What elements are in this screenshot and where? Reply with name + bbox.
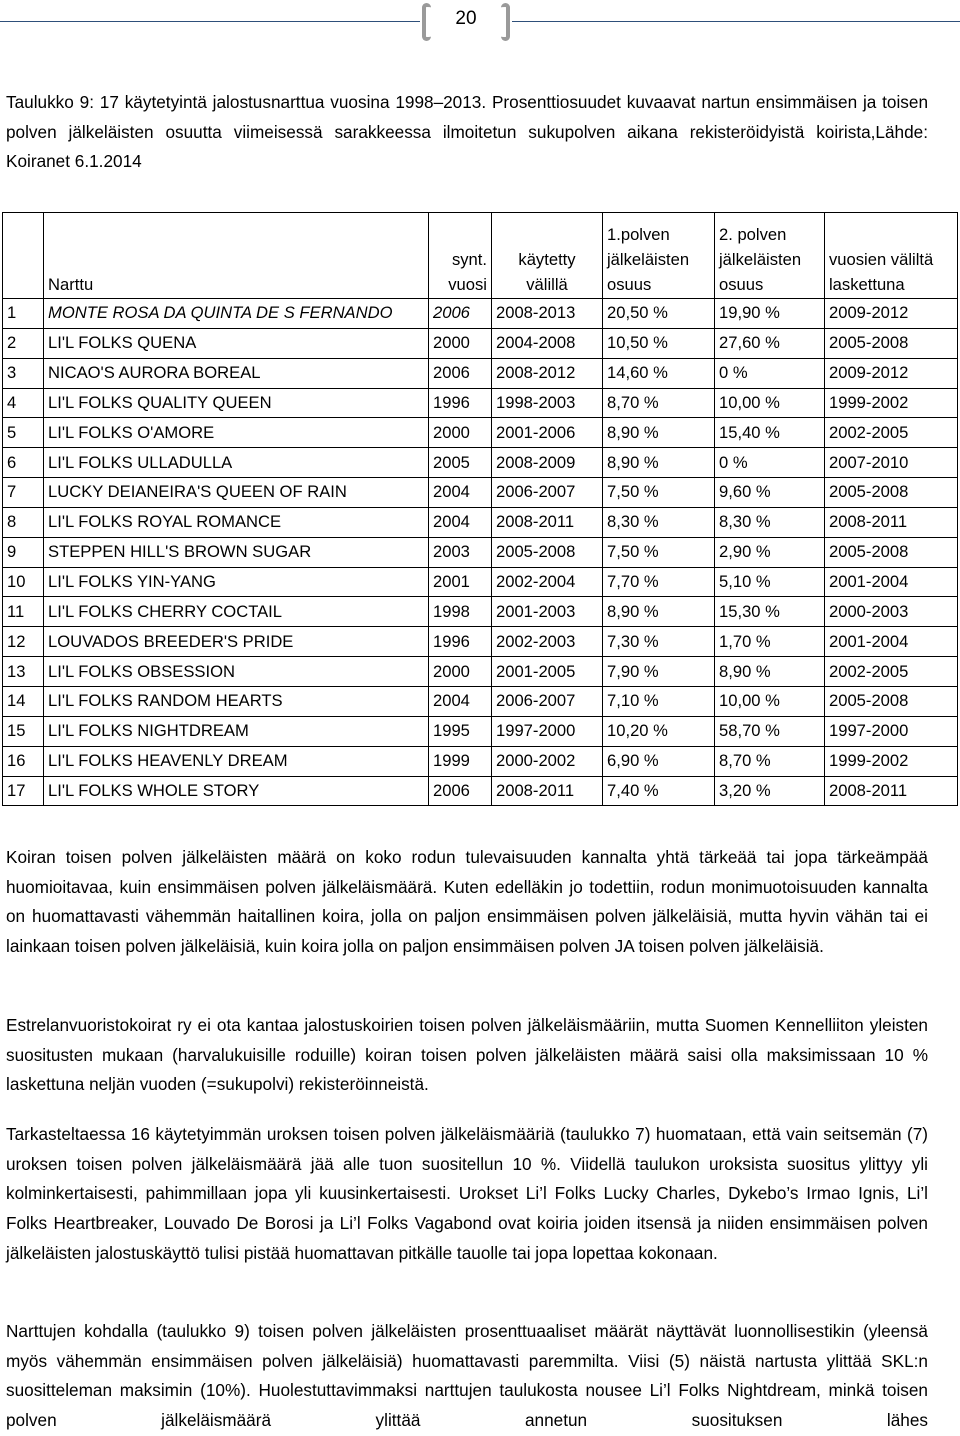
header-rule-right (512, 21, 960, 22)
cell-year: 2004 (429, 686, 492, 716)
cell-p1: 20,50 % (603, 299, 715, 329)
cell-used: 2001-2003 (492, 597, 603, 627)
cell-p2: 8,90 % (715, 657, 825, 687)
cell-year: 2000 (429, 657, 492, 687)
header-rank (3, 213, 44, 299)
cell-rank: 15 (3, 716, 44, 746)
cell-p1: 7,10 % (603, 686, 715, 716)
cell-rank: 4 (3, 388, 44, 418)
cell-range: 2000-2003 (825, 597, 958, 627)
cell-year: 2004 (429, 507, 492, 537)
cell-year: 2006 (429, 776, 492, 806)
cell-year: 2001 (429, 567, 492, 597)
table-row (3, 537, 958, 567)
cell-year: 1998 (429, 597, 492, 627)
header-narttu: Narttu (44, 213, 429, 299)
cell-p2: 19,90 % (715, 299, 825, 329)
cell-p1: 7,30 % (603, 627, 715, 657)
cell-range: 2007-2010 (825, 448, 958, 478)
cell-p1: 10,50 % (603, 328, 715, 358)
cell-p1: 7,50 % (603, 537, 715, 567)
header-polven2: 2. polven jälkeläisten osuus (715, 213, 825, 299)
breeding-females-table (2, 212, 958, 806)
cell-name: LI'L FOLKS QUALITY QUEEN (44, 388, 429, 418)
cell-rank: 5 (3, 418, 44, 448)
table-row (3, 478, 958, 508)
cell-rank: 16 (3, 746, 44, 776)
cell-year: 2006 (429, 358, 492, 388)
cell-p1: 10,20 % (603, 716, 715, 746)
cell-range: 2009-2012 (825, 299, 958, 329)
cell-p1: 7,50 % (603, 478, 715, 508)
cell-name: LI'L FOLKS OBSESSION (44, 657, 429, 687)
cell-range: 2005-2008 (825, 537, 958, 567)
cell-year: 2000 (429, 328, 492, 358)
cell-rank: 8 (3, 507, 44, 537)
cell-p2: 10,00 % (715, 686, 825, 716)
cell-used: 1998-2003 (492, 388, 603, 418)
cell-p1: 8,70 % (603, 388, 715, 418)
cell-name: LI'L FOLKS RANDOM HEARTS (44, 686, 429, 716)
table-row (3, 507, 958, 537)
cell-used: 2001-2006 (492, 418, 603, 448)
cell-used: 2004-2008 (492, 328, 603, 358)
cell-name: LI'L FOLKS ROYAL ROMANCE (44, 507, 429, 537)
cell-year: 2006 (429, 299, 492, 329)
cell-rank: 7 (3, 478, 44, 508)
cell-rank: 1 (3, 299, 44, 329)
table-row (3, 657, 958, 687)
cell-p2: 1,70 % (715, 627, 825, 657)
cell-used: 2008-2013 (492, 299, 603, 329)
cell-year: 2005 (429, 448, 492, 478)
cell-used: 2001-2005 (492, 657, 603, 687)
cell-name: NICAO'S AURORA BOREAL (44, 358, 429, 388)
cell-rank: 9 (3, 537, 44, 567)
cell-range: 1997-2000 (825, 716, 958, 746)
table-row (3, 448, 958, 478)
paragraph-4: Narttujen kohdalla (taulukko 9) toisen polven jälkeläisten prosenttuaaliset määrät näyttävät luonnollisestikin (yleensä myös vähemmän ensimmäisen polven jälkeläisiä) huomattavasti paremmilta. Viisi (5) näistä nartusta ylittää SKL:n suositteleman maksimin (10%). Huolestuttavimmaksi narttujen taulukosta nousee Li’l Folks Nightdream, minkä toisen polven jälkeläismäärä ylittää annetun suosituksen lähes (6, 1321, 928, 1431)
table-row (3, 328, 958, 358)
cell-name: LI'L FOLKS ULLADULLA (44, 448, 429, 478)
cell-rank: 12 (3, 627, 44, 657)
table-caption: Taulukko 9: 17 käytetyintä jalostusnarttua vuosina 1998–2013. Prosenttiosuudet kuvaavat nartun ensimmäisen ja toisen polven jälkeläisten osuutta viimeisessä sarakkeessa ilmoitetun sukupolven aikana rekisteröidyistä koirista,Lähde: Koiranet 6.1.2014 (6, 92, 928, 172)
cell-rank: 14 (3, 686, 44, 716)
cell-rank: 10 (3, 567, 44, 597)
cell-used: 2006-2007 (492, 686, 603, 716)
paragraph-1: Koiran toisen polven jälkeläisten määrä on koko rodun tulevaisuuden kannalta yhtä tärkeää tai jopa tärkeämpää huomioitavaa, kuin ensimmäisen polven jälkeläismäärä. Kuten edelläkin jo todettiin, rodun monimuotoisuuden kannalta on huomattavasti vähemmän haitallinen koira, jolla on paljon ensimmäisen polven jälkeläisiä, mutta hyvin vähän tai ei lainkaan toisen polven jälkeläisiä, kuin koira jolla on paljon ensimmäisen polven JA toisen polven jälkeläisiä. (6, 847, 928, 957)
cell-name: STEPPEN HILL'S BROWN SUGAR (44, 537, 429, 567)
cell-range: 2005-2008 (825, 328, 958, 358)
table-row (3, 299, 958, 329)
header-kaytetty: käytetty välillä (492, 213, 603, 299)
cell-range: 2008-2011 (825, 507, 958, 537)
table-row (3, 686, 958, 716)
paragraph-2: Estrelanvuoristokoirat ry ei ota kantaa jalostuskoirien toisen polven jälkeläismääriin, mutta Suomen Kennelliiton yleisten suositusten mukaan (harvalukuisille roduille) koiran toisen polven jälkeläisten määrä saisi olla maksimissaan 10 % laskettuna neljän vuoden (=sukupolvi) rekisteröinneistä. (6, 1015, 928, 1095)
table-row (3, 358, 958, 388)
cell-p1: 8,90 % (603, 448, 715, 478)
cell-p1: 7,90 % (603, 657, 715, 687)
cell-year: 1999 (429, 746, 492, 776)
table-row (3, 388, 958, 418)
cell-range: 1999-2002 (825, 746, 958, 776)
cell-p2: 0 % (715, 358, 825, 388)
table-row (3, 627, 958, 657)
cell-p2: 8,70 % (715, 746, 825, 776)
cell-p1: 8,90 % (603, 597, 715, 627)
cell-p1: 14,60 % (603, 358, 715, 388)
cell-name: LI'L FOLKS CHERRY COCTAIL (44, 597, 429, 627)
cell-rank: 17 (3, 776, 44, 806)
cell-p2: 0 % (715, 448, 825, 478)
table-row (3, 418, 958, 448)
cell-used: 2002-2004 (492, 567, 603, 597)
cell-range: 2009-2012 (825, 358, 958, 388)
cell-name: LUCKY DEIANEIRA'S QUEEN OF RAIN (44, 478, 429, 508)
cell-p1: 7,40 % (603, 776, 715, 806)
cell-range: 2005-2008 (825, 686, 958, 716)
cell-p2: 10,00 % (715, 388, 825, 418)
cell-range: 2001-2004 (825, 567, 958, 597)
table-row (3, 716, 958, 746)
cell-p1: 8,90 % (603, 418, 715, 448)
cell-range: 2008-2011 (825, 776, 958, 806)
header-polven1: 1.polven jälkeläisten osuus (603, 213, 715, 299)
cell-rank: 2 (3, 328, 44, 358)
cell-name: LI'L FOLKS O'AMORE (44, 418, 429, 448)
cell-used: 1997-2000 (492, 716, 603, 746)
cell-name: LI'L FOLKS WHOLE STORY (44, 776, 429, 806)
cell-used: 2008-2009 (492, 448, 603, 478)
cell-used: 2002-2003 (492, 627, 603, 657)
cell-rank: 11 (3, 597, 44, 627)
cell-p2: 15,30 % (715, 597, 825, 627)
cell-year: 2000 (429, 418, 492, 448)
cell-used: 2008-2012 (492, 358, 603, 388)
cell-rank: 6 (3, 448, 44, 478)
paragraph-3: Tarkasteltaessa 16 käytetyimmän uroksen toisen polven jälkeläismääriä (taulukko 7) huomataan, että vain seitsemän (7) uroksen toisen polven jälkeläismäärä jää alle tuon suositellun 10 %. Viidellä taulukon uroksista suositus ylittyy yli kolminkertaisesti, pahimmillaan jopa yli kuusinkertaisesti. Urokset Li’l Folks Lucky Charles, Dykebo’s Irmao Ignis, Li’l Folks Heartbreaker, Louvado De Borosi ja Li’l Folks Vagabond ovat koiria joiden itsensä ja niiden ensimmäisen polven jälkeläisten jalostuskäyttö tulisi pistää huomattavan pitkälle tauolle tai jopa lopettaa kokonaan. (6, 1124, 928, 1263)
right-brace-icon (501, 3, 510, 41)
cell-p1: 8,30 % (603, 507, 715, 537)
cell-year: 2004 (429, 478, 492, 508)
cell-name: LI'L FOLKS HEAVENLY DREAM (44, 746, 429, 776)
cell-p2: 58,70 % (715, 716, 825, 746)
table-row (3, 597, 958, 627)
cell-rank: 3 (3, 358, 44, 388)
cell-range: 2001-2004 (825, 627, 958, 657)
page-number: 20 (455, 8, 477, 29)
cell-p2: 15,40 % (715, 418, 825, 448)
cell-p1: 6,90 % (603, 746, 715, 776)
header-synt: synt. vuosi (429, 213, 492, 299)
cell-p2: 2,90 % (715, 537, 825, 567)
cell-used: 2008-2011 (492, 507, 603, 537)
cell-p2: 5,10 % (715, 567, 825, 597)
cell-rank: 13 (3, 657, 44, 687)
table-row (3, 776, 958, 806)
cell-name: LI'L FOLKS YIN-YANG (44, 567, 429, 597)
cell-year: 1996 (429, 388, 492, 418)
cell-range: 2002-2005 (825, 657, 958, 687)
cell-range: 2005-2008 (825, 478, 958, 508)
cell-p1: 7,70 % (603, 567, 715, 597)
cell-name: LI'L FOLKS NIGHTDREAM (44, 716, 429, 746)
table-header-row (3, 213, 958, 299)
cell-name: LI'L FOLKS QUENA (44, 328, 429, 358)
cell-used: 2008-2011 (492, 776, 603, 806)
cell-used: 2006-2007 (492, 478, 603, 508)
cell-used: 2005-2008 (492, 537, 603, 567)
cell-name: MONTE ROSA DA QUINTA DE S FERNANDO (44, 299, 429, 329)
cell-range: 2002-2005 (825, 418, 958, 448)
cell-p2: 27,60 % (715, 328, 825, 358)
cell-p2: 8,30 % (715, 507, 825, 537)
cell-p2: 3,20 % (715, 776, 825, 806)
cell-year: 1996 (429, 627, 492, 657)
header-vuosien: vuosien väliltä laskettuna (825, 213, 958, 299)
cell-year: 1995 (429, 716, 492, 746)
left-brace-icon (422, 3, 431, 41)
cell-range: 1999-2002 (825, 388, 958, 418)
cell-p2: 9,60 % (715, 478, 825, 508)
table-row (3, 567, 958, 597)
cell-year: 2003 (429, 537, 492, 567)
cell-name: LOUVADOS BREEDER'S PRIDE (44, 627, 429, 657)
header-rule-left (0, 21, 420, 22)
cell-used: 2000-2002 (492, 746, 603, 776)
table-row (3, 746, 958, 776)
